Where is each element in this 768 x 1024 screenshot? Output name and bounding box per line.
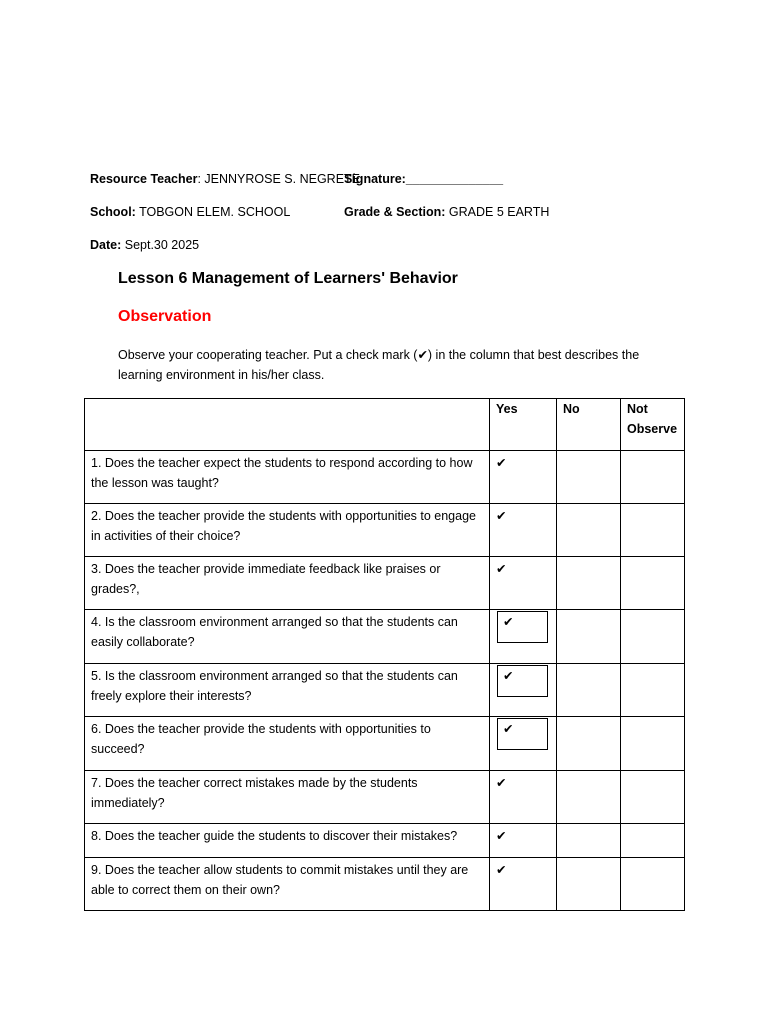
not-observed-cell — [621, 717, 685, 771]
date-label: Date: — [90, 238, 122, 252]
question-text: 7. Does the teacher correct mistakes made by the students immediately? — [91, 776, 418, 810]
question-text: 3. Does the teacher provide immediate feedback like praises or grades?, — [91, 562, 441, 596]
question-text: 8. Does the teacher guide the students to discover their mistakes? — [91, 829, 458, 843]
question-cell — [85, 717, 490, 771]
question-cell — [85, 824, 490, 858]
not-observed-cell — [621, 664, 685, 717]
yes-cell — [490, 858, 557, 911]
school-value: TOBGON ELEM. SCHOOL — [135, 205, 291, 219]
school-line — [90, 204, 290, 220]
no-cell — [557, 451, 621, 504]
question-cell — [85, 771, 490, 824]
not-observed-cell — [621, 610, 685, 664]
no-cell — [557, 824, 621, 858]
check-mark-icon: ✔ — [496, 828, 507, 843]
check-box-frame — [497, 611, 548, 643]
question-text: 5. Is the classroom environment arranged so that the students can freely explore their interests? — [91, 669, 458, 703]
yes-cell — [490, 824, 557, 858]
question-text: 9. Does the teacher allow students to commit mistakes until they are able to correct them on their own? — [91, 863, 469, 897]
check-mark-icon: ✔ — [503, 614, 514, 629]
school-label: School: — [90, 205, 136, 219]
yes-cell — [490, 717, 557, 771]
table-row — [85, 557, 685, 610]
grade-section-label: Grade & Section: — [344, 205, 446, 219]
section-title: Observation — [118, 308, 212, 325]
not-observed-cell — [621, 858, 685, 911]
question-text: 6. Does the teacher provide the students with opportunities to succeed? — [91, 722, 431, 756]
no-cell — [557, 664, 621, 717]
check-box-frame — [497, 718, 548, 750]
lesson-title: Lesson 6 Management of Learners' Behavior — [118, 270, 458, 287]
not-observed-column-header: Not Observe — [621, 399, 685, 451]
no-cell — [557, 610, 621, 664]
question-cell — [85, 858, 490, 911]
table-row — [85, 451, 685, 504]
not-observed-cell — [621, 451, 685, 504]
question-text: 4. Is the classroom environment arranged so that the students can easily collaborate? — [91, 615, 458, 649]
question-text: 1. Does the teacher expect the students to respond according to how the lesson was taught? — [91, 456, 473, 490]
not-observed-cell — [621, 557, 685, 610]
observation-table — [84, 398, 685, 911]
yes-cell — [490, 610, 557, 664]
grade-section-value: GRADE 5 EARTH — [445, 205, 550, 219]
yes-cell — [490, 664, 557, 717]
signature-line — [344, 171, 503, 187]
question-cell — [85, 610, 490, 664]
question-cell — [85, 451, 490, 504]
check-mark-icon: ✔ — [496, 561, 507, 576]
no-cell — [557, 771, 621, 824]
question-cell — [85, 664, 490, 717]
check-mark-icon: ✔ — [496, 508, 507, 523]
check-mark-icon: ✔ — [503, 668, 514, 683]
resource-teacher-label: Resource Teacher — [90, 172, 198, 186]
yes-cell — [490, 451, 557, 504]
table-row — [85, 717, 685, 771]
not-observed-cell — [621, 771, 685, 824]
not-observed-cell — [621, 824, 685, 858]
question-cell — [85, 557, 490, 610]
table-row — [85, 858, 685, 911]
yes-column-header: Yes — [490, 399, 557, 451]
table-row — [85, 771, 685, 824]
check-mark-icon: ✔ — [496, 455, 507, 470]
date-line — [90, 237, 199, 253]
resource-teacher-line — [90, 171, 360, 187]
table-row — [85, 504, 685, 557]
check-mark-icon: ✔ — [503, 721, 514, 736]
date-value: Sept.30 2025 — [121, 238, 200, 252]
check-mark-icon: ✔ — [496, 862, 507, 877]
no-column-header: No — [557, 399, 621, 451]
table-header-row — [85, 399, 685, 451]
question-cell — [85, 504, 490, 557]
resource-teacher-value: : JENNYROSE S. NEGRETE — [197, 172, 360, 186]
no-cell — [557, 858, 621, 911]
signature-label: Signature: — [344, 172, 406, 186]
instructions-text: Observe your cooperating teacher. Put a check mark (✔) in the column that best describes the learning environment in his/her class. — [118, 348, 640, 382]
check-box-frame — [497, 665, 548, 697]
grade-section-line — [344, 204, 549, 220]
table-body — [85, 451, 685, 911]
question-column-header — [85, 399, 490, 451]
check-mark-icon: ✔ — [496, 775, 507, 790]
table-row — [85, 664, 685, 717]
no-cell — [557, 717, 621, 771]
not-observed-cell — [621, 504, 685, 557]
yes-cell — [490, 504, 557, 557]
table-row — [85, 824, 685, 858]
no-cell — [557, 504, 621, 557]
yes-cell — [490, 557, 557, 610]
yes-cell — [490, 771, 557, 824]
signature-blank: ______________ — [405, 172, 504, 186]
no-cell — [557, 557, 621, 610]
question-text: 2. Does the teacher provide the students with opportunities to engage in activities of their choice? — [91, 509, 476, 543]
table-row — [85, 610, 685, 664]
